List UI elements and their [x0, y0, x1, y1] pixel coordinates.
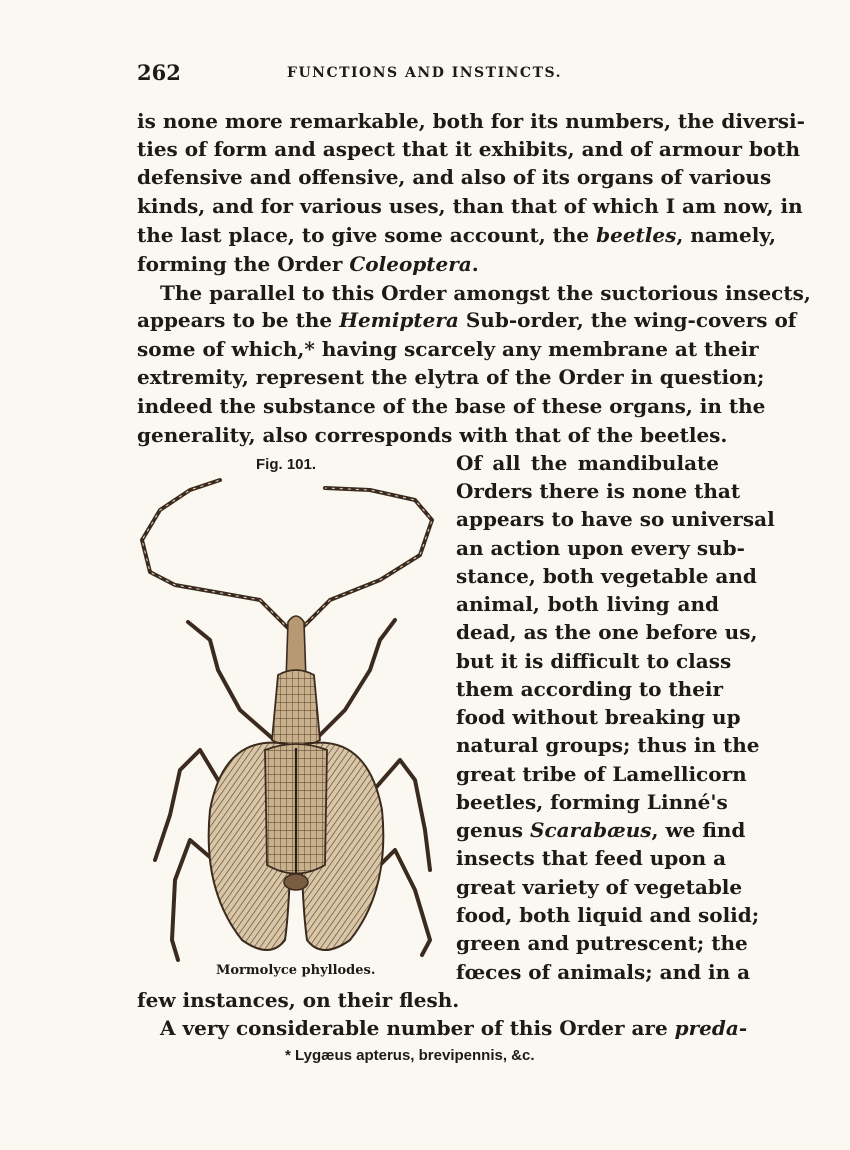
running-head: FUNCTIONS AND INSTINCTS. — [287, 65, 562, 81]
text-line: genus Scarabæus, we find — [456, 818, 746, 842]
text-line: defensive and offensive, and also of its organs of various — [137, 165, 772, 189]
italic-term: Coleoptera — [349, 252, 472, 276]
text-line: A very considerable number of this Order are preda- — [160, 1016, 748, 1040]
italic-term: Hemiptera — [339, 308, 459, 332]
text-line: them according to their — [456, 677, 724, 701]
text-line: but it is difficult to class — [456, 649, 732, 673]
text-line: Of all the mandibulate — [456, 451, 719, 475]
text-line: Orders there is none that — [456, 479, 741, 503]
text-line: The parallel to this Order amongst the suctorious insects, — [160, 281, 811, 305]
text-line: great variety of vegetable — [456, 875, 743, 899]
text-line: appears to have so universal — [456, 507, 775, 531]
text-line: dead, as the one before us, — [456, 620, 758, 644]
text-line: ties of form and aspect that it exhibits, and of armour both — [137, 137, 801, 161]
text-line: natural groups; thus in the — [456, 733, 760, 757]
text-line: fœces of animals; and in a — [456, 960, 751, 984]
text-line: kinds, and for various uses, than that of which I am now, in — [137, 194, 803, 218]
italic-term: beetles — [596, 223, 677, 247]
text-line: great tribe of Lamellicorn — [456, 762, 747, 786]
footnote: * Lygæus apterus, brevipennis, &c. — [285, 1047, 535, 1064]
text-line: insects that feed upon a — [456, 846, 727, 870]
text-line: food, both liquid and solid; — [456, 903, 760, 927]
italic-term: preda- — [674, 1016, 748, 1040]
page-number: 262 — [137, 60, 181, 85]
beetle-illustration — [130, 470, 448, 970]
italic-term: Scarabæus — [530, 818, 652, 842]
text-line: forming the Order Coleoptera. — [137, 252, 479, 276]
text-line: indeed the substance of the base of these organs, in the — [137, 394, 766, 418]
text-line: appears to be the Hemiptera Sub-order, the wing-covers of — [137, 308, 797, 332]
page-header — [137, 60, 719, 90]
text-line: an action upon every sub- — [456, 536, 745, 560]
text-line: some of which,* having scarcely any membrane at their — [137, 337, 759, 361]
text-line: food without breaking up — [456, 705, 741, 729]
text-line: animal, both living and — [456, 592, 719, 616]
figure-label: Fig. 101. — [256, 456, 317, 473]
text-line: the last place, to give some account, the beetles, namely, — [137, 223, 776, 247]
text-line: extremity, represent the elytra of the Order in question; — [137, 365, 765, 389]
text-line: beetles, forming Linné's — [456, 790, 728, 814]
text-line: few instances, on their flesh. — [137, 988, 460, 1012]
figure-caption: Mormolyce phyllodes. — [216, 963, 376, 978]
text-line: is none more remarkable, both for its numbers, the diversi- — [137, 109, 805, 133]
text-line: green and putrescent; the — [456, 931, 748, 955]
text-line: generality, also corresponds with that of the beetles. — [137, 423, 728, 447]
text-line: stance, both vegetable and — [456, 564, 757, 588]
